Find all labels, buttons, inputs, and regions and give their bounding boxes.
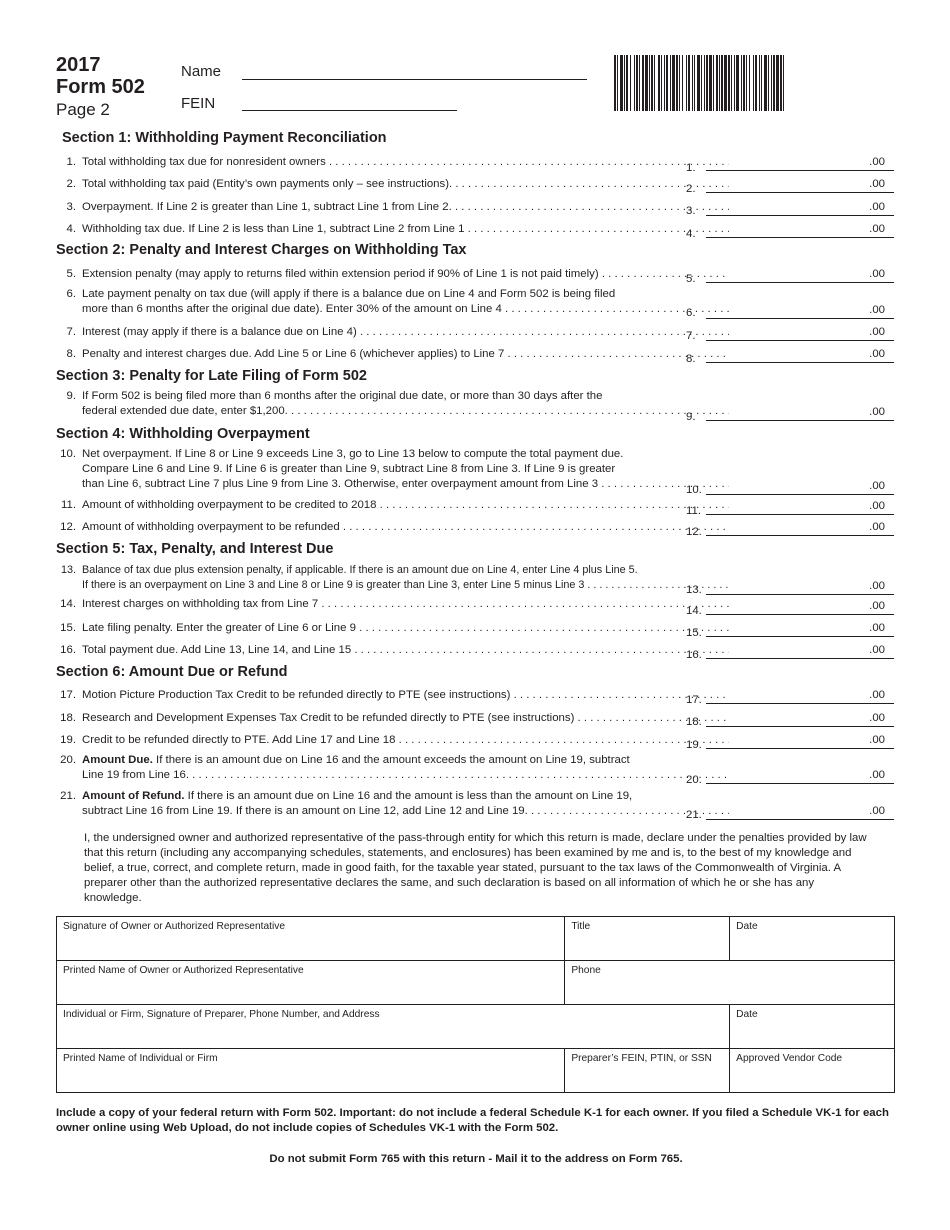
line-number: 2. <box>66 178 76 190</box>
answer-number: 5. <box>686 273 696 285</box>
answer-number: 7. <box>686 330 696 342</box>
cents: .00 <box>869 223 885 235</box>
field-label: Individual or Firm, Signature of Preparer, Phone Number, and Address <box>63 1009 380 1020</box>
line-9 <box>56 389 896 425</box>
line-description: Late filing penalty. Enter the greater of Line 6 or Line 9 . . . <box>82 621 729 636</box>
owner-signature-field[interactable] <box>57 917 565 961</box>
amount-field[interactable] <box>706 155 894 171</box>
amount-field[interactable] <box>706 621 894 637</box>
line-number: 1. <box>66 156 76 168</box>
line-description: Extension penalty (may apply to returns filed within extension period if 90% of Line 1 is not paid timely) . . . <box>82 267 729 282</box>
answer-number: 15. <box>686 627 702 639</box>
line-description: Penalty and interest charges due. Add Line 5 or Line 6 (whichever applies) to Line 7 . . . <box>82 347 729 362</box>
fein-label: FEIN <box>181 95 216 112</box>
vendor-code-field[interactable] <box>730 1049 895 1093</box>
amount-field[interactable] <box>706 579 894 595</box>
amount-field[interactable] <box>706 479 894 495</box>
field-label: Date <box>736 921 758 932</box>
answer-number: 9. <box>686 411 696 423</box>
answer-number: 18. <box>686 716 702 728</box>
answer-number: 3. <box>686 205 696 217</box>
fein-field[interactable] <box>242 110 457 111</box>
amount-field[interactable] <box>706 499 894 515</box>
line-description: Amount of withholding overpayment to be credited to 2018 . . . <box>82 498 729 513</box>
amount-field[interactable] <box>706 267 894 283</box>
amount-field[interactable] <box>706 599 894 615</box>
answer-number: 13. <box>686 584 702 596</box>
cents: .00 <box>869 600 885 612</box>
declaration-text: I, the undersigned owner and authorized representative of the pass-through entity for which this return is made, declare under the penalties provided by law that this return (including any accompanying schedules, statements, and enclosures) has been examined by me and is, to the best of my knowledge and belief, a true, correct, and complete return, made in good faith, for the taxable year stated, pursuant to the tax laws of the Commonwealth of Virginia. A preparer other than the authorized representative declares the same, and such declaration is based on all information of which he or she has any knowledge. <box>84 832 867 904</box>
amount-field[interactable] <box>706 303 894 319</box>
line-description: Credit to be refunded directly to PTE. Add Line 17 and Line 18 . . . <box>82 733 729 748</box>
answer-number: 4. <box>686 228 696 240</box>
page-number: Page 2 <box>56 100 110 119</box>
owner-printed-name-field[interactable] <box>57 961 565 1005</box>
signature-table <box>56 916 895 1093</box>
answer-number: 11. <box>686 505 701 517</box>
field-label: Title <box>571 921 591 932</box>
amount-field[interactable] <box>706 200 894 216</box>
line-number: 13. <box>60 564 76 576</box>
cents: .00 <box>869 178 885 190</box>
cents: .00 <box>869 156 885 168</box>
cents: .00 <box>869 734 885 746</box>
line-number: 19. <box>60 734 76 746</box>
answer-number: 21. <box>686 809 702 821</box>
phone-field[interactable] <box>565 961 895 1005</box>
section-4-heading: Section 4: Withholding Overpayment <box>56 426 310 442</box>
amount-field[interactable] <box>706 643 894 659</box>
line-description: Total withholding tax due for nonresident owners . . . <box>82 155 729 170</box>
cents: .00 <box>869 769 885 781</box>
field-label: Preparer’s FEIN, PTIN, or SSN <box>571 1053 712 1064</box>
amount-field[interactable] <box>706 688 894 704</box>
amount-field[interactable] <box>706 768 894 784</box>
section-6-heading: Section 6: Amount Due or Refund <box>56 664 288 680</box>
section-5-heading: Section 5: Tax, Penalty, and Interest Due <box>56 541 334 557</box>
cents: .00 <box>869 622 885 634</box>
line-description: Interest charges on withholding tax from Line 7 . . . <box>82 597 729 612</box>
line-13 <box>56 563 896 599</box>
line-10 <box>56 447 896 497</box>
cents: .00 <box>869 644 885 656</box>
cents: .00 <box>869 689 885 701</box>
answer-number: 17. <box>686 694 702 706</box>
date-field[interactable] <box>730 917 895 961</box>
name-field[interactable] <box>242 79 587 80</box>
cents: .00 <box>869 712 885 724</box>
line-6 <box>56 287 896 323</box>
line-description: Research and Development Expenses Tax Credit to be refunded directly to PTE (see instructions) . . . <box>82 711 729 726</box>
line-number: 20. <box>60 754 76 766</box>
line-number: 6. <box>66 288 76 300</box>
cents: .00 <box>869 201 885 213</box>
line-description: Withholding tax due. If Line 2 is less than Line 1, subtract Line 2 from Line 1 . . . <box>82 222 729 237</box>
cents: .00 <box>869 580 885 592</box>
line-number: 11. <box>61 499 76 511</box>
line-description: If Form 502 is being filed more than 6 months after the original due date, or more than 30 days after the federal extended due date, enter $1,200. . . . <box>82 389 729 419</box>
amount-field[interactable] <box>706 405 894 421</box>
line-number: 3. <box>66 201 76 213</box>
line-20 <box>56 753 896 789</box>
cents: .00 <box>869 805 885 817</box>
line-number: 12. <box>60 521 76 533</box>
field-label: Printed Name of Individual or Firm <box>63 1053 218 1064</box>
answer-number: 6. <box>686 307 696 319</box>
line-21 <box>56 789 896 825</box>
amount-field[interactable] <box>706 711 894 727</box>
section-2-heading: Section 2: Penalty and Interest Charges on Withholding Tax <box>56 242 467 258</box>
line-number: 9. <box>66 390 76 402</box>
line-number: 17. <box>60 689 76 701</box>
section-1-heading: Section 1: Withholding Payment Reconciliation <box>62 130 387 146</box>
field-label: Date <box>736 1009 758 1020</box>
cents: .00 <box>869 480 885 492</box>
amount-field[interactable] <box>706 177 894 193</box>
line-description: Balance of tax due plus extension penalty, if applicable. If there is an amount due on Line 4, enter Line 4 plus Line 5. If there is an overpayment on Line 3 and Line 8 or Line 9 is greater than Line 3, enter Line 5 minus Line 3 . . . <box>82 563 729 593</box>
line-number: 16. <box>60 644 76 656</box>
cents: .00 <box>869 268 885 280</box>
answer-number: 8. <box>686 353 696 365</box>
form-765-note: Do not submit Form 765 with this return - Mail it to the address on Form 765. <box>269 1153 683 1165</box>
line-number: 10. <box>60 448 76 460</box>
line-description: Total payment due. Add Line 13, Line 14, and Line 15 . . . <box>82 643 729 658</box>
line-number: 5. <box>66 268 76 280</box>
section-3-heading: Section 3: Penalty for Late Filing of Form 502 <box>56 368 367 384</box>
amount-field[interactable] <box>706 222 894 238</box>
answer-number: 16. <box>686 649 702 661</box>
cents: .00 <box>869 521 885 533</box>
cents: .00 <box>869 500 885 512</box>
line-description: Amount of Refund. If there is an amount due on Line 16 and the amount is less than the amount on Line 19, subtract Line 16 from Line 19. If there is an amount on Line 12, add Line 12 and Line 19. . . . <box>82 789 729 819</box>
line-description: Motion Picture Production Tax Credit to be refunded directly to PTE (see instructions) . . . <box>82 688 729 703</box>
line-description: Late payment penalty on tax due (will apply if there is a balance due on Line 4 and Form 502 is being filed more than 6 months after the original due date). Enter 30% of the amount on Line 4 . . . <box>82 287 729 317</box>
cents: .00 <box>869 326 885 338</box>
barcode-bar <box>784 55 786 111</box>
line-number: 18. <box>60 712 76 724</box>
preparer-date-field[interactable] <box>730 1005 895 1049</box>
line-number: 8. <box>66 348 76 360</box>
line-description: Overpayment. If Line 2 is greater than Line 1, subtract Line 1 from Line 2. . . . <box>82 200 729 215</box>
field-label: Approved Vendor Code <box>736 1053 843 1064</box>
line-description: Amount Due. If there is an amount due on Line 16 and the amount exceeds the amount on Line 19, subtract Line 19 from Line 16. . . . <box>82 753 729 783</box>
field-label: Signature of Owner or Authorized Representative <box>63 921 285 932</box>
amount-field[interactable] <box>706 325 894 341</box>
line-number: 14. <box>60 598 76 610</box>
line-description: Amount of withholding overpayment to be refunded . . . <box>82 520 729 535</box>
federal-return-note: Include a copy of your federal return with Form 502. Important: do not include a federal Schedule K-1 for each owner. If you filed a Schedule VK-1 for each owner online using Web Upload, do not include copies of Schedules VK-1 with the Form 502. <box>56 1107 889 1134</box>
line-description: Total withholding tax paid (Entity’s own payments only – see instructions). . . . <box>82 177 729 192</box>
field-label: Printed Name of Owner or Authorized Representative <box>63 965 304 976</box>
answer-number: 2. <box>686 183 696 195</box>
amount-field[interactable] <box>706 347 894 363</box>
form-title: Form 502 <box>56 76 145 98</box>
line-description: Net overpayment. If Line 8 or Line 9 exceeds Line 3, go to Line 13 below to compute the total payment due. Compare Line 6 and Line 9. If Line 6 is greater than Line 9, subtract Line 8 from Line 3. If Line 9 is greater than Line 6, subtract Line 7 plus Line 9 from Line 3. Otherwise, enter overpayment amount from Line 3 . . . <box>82 447 729 492</box>
amount-field[interactable] <box>706 804 894 820</box>
cents: .00 <box>869 304 885 316</box>
answer-number: 12. <box>686 526 702 538</box>
name-label: Name <box>181 63 222 80</box>
cents: .00 <box>869 348 885 360</box>
line-number: 21. <box>60 790 76 802</box>
form-year: 2017 <box>56 54 101 76</box>
line-number: 4. <box>66 223 76 235</box>
answer-number: 1. <box>686 162 696 174</box>
firm-printed-name-field[interactable] <box>57 1049 565 1093</box>
title-field[interactable] <box>565 917 730 961</box>
answer-number: 10. <box>686 484 702 496</box>
answer-number: 20. <box>686 774 702 786</box>
line-number: 15. <box>60 622 76 634</box>
amount-field[interactable] <box>706 520 894 536</box>
answer-number: 19. <box>686 739 702 751</box>
preparer-field[interactable] <box>57 1005 730 1049</box>
line-description: Interest (may apply if there is a balance due on Line 4) . . . <box>82 325 729 340</box>
barcode-image <box>614 55 896 111</box>
line-number: 7. <box>66 326 76 338</box>
field-label: Phone <box>571 965 601 976</box>
cents: .00 <box>869 406 885 418</box>
amount-field[interactable] <box>706 733 894 749</box>
preparer-id-field[interactable] <box>565 1049 730 1093</box>
answer-number: 14. <box>686 605 702 617</box>
